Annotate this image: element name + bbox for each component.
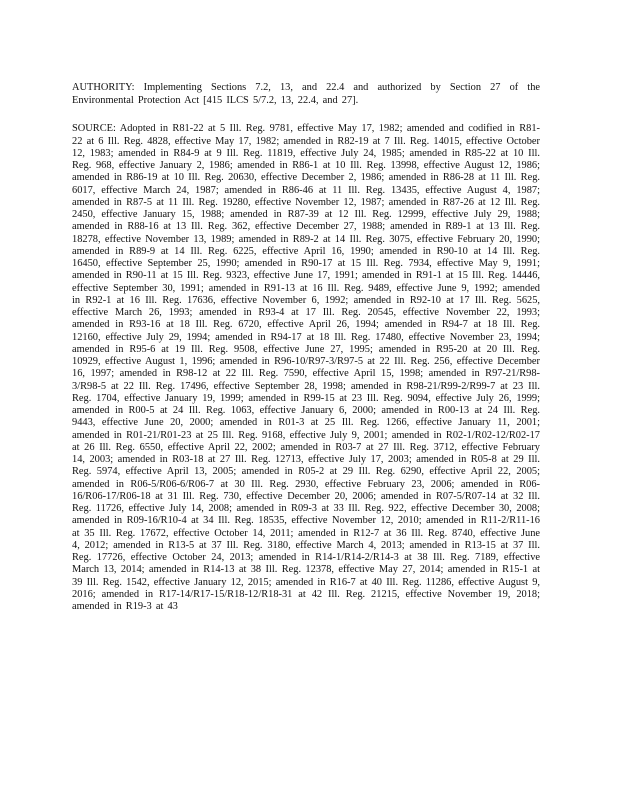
source-paragraph: SOURCE: Adopted in R81-22 at 5 Ill. Reg. 9781, effective May 17, 1982; amended and codified in R81-22 at 6 Ill. Reg. 4828, effective May 17, 1982; amended in R82-19 at 7 Ill. Reg. 14015, effective October 12, 1983; amended in R84-9 at 9 Ill. Reg. 11819, effective July 24, 1985; amended in R85-22 at 10 Ill. Reg. 968, effective January 2, 1986; amended in R86-1 at 10 Ill. Reg. 13998, effective August 12, 1986; amended in R86-19 at 10 Ill. Reg. 20630, effective December 2, 1986; amended in R86-28 at 11 Ill. Reg. 6017, effective March 24, 1987; amended in R86-46 at 11 Ill. Reg. 13435, effective August 4, 1987; amended in R87-5 at 11 Ill. Reg. 19280, effective November 12, 1987; amended in R87-26 at 12 Ill. Reg. 2450, effective January 15, 1988; amended in R87-39 at 12 Ill. Reg. 12999, effective July 29, 1988; amended in R88-16 at 13 Ill. Reg. 362, effective December 27, 1988; amended in R89-1 at 13 Ill. Reg. 18278, effective November 13, 1989; amended in R89-2 at 14 Ill. Reg. 3075, effective February 20, 1990; amended in R89-9 at 14 Ill. Reg. 6225, effective April 16, 1990; amended in R90-10 at 14 Ill. Reg. 16450, effective September 25, 1990; amended in R90-17 at 15 Ill. Reg. 7934, effective May 9, 1991; amended in R90-11 at 15 Ill. Reg. 9323, effective June 17, 1991; amended in R91-1 at 15 Ill. Reg. 14446, effective September 30, 1991; amended in R91-13 at 16 Ill. Reg. 9489, effective June 9, 1992; amended in R92-1 at 16 Ill. Reg. 17636, effective November 6, 1992; amended in R92-10 at 17 Ill. Reg. 5625, effective March 26, 1993; amended in R93-4 at 17 Ill. Reg. 20545, effective November 22, 1993; amended in R93-16 at 18 Ill. Reg. 6720, effective April 26, 1994; amended in R94-7 at 18 Ill. Reg. 12160, effective July 29, 1994; amended in R94-17 at 18 Ill. Reg. 17480, effective November 23, 1994; amended in R95-6 at 19 Ill. Reg. 9508, effective June 27, 1995; amended in R95-20 at 20 Ill. Reg. 10929, effective August 1, 1996; amended in R96-10/R97-3/R97-5 at 22 Ill. Reg. 256, effective December 16, 1997; amended in R98-12 at 22 Ill. Reg. 7590, effective April 15, 1998; amended in R97-21/R98-3/R98-5 at 22 Ill. Reg. 17496, effective September 28, 1998; amended in R98-21/R99-2/R99-7 at 23 Ill. Reg. 1704, effective January 19, 1999; amended in R99-15 at 23 Ill. Reg. 9094, effective July 26, 1999; amended in R00-5 at 24 Ill. Reg. 1063, effective January 6, 2000; amended in R00-13 at 24 Ill. Reg. 9443, effective June 20, 2000; amended in R01-3 at 25 Ill. Reg. 1266, effective January 11, 2001; amended in R01-21/R01-23 at 25 Ill. Reg. 9168, effective July 9, 2001; amended in R02-1/R02-12/R02-17 at 26 Ill. Reg. 6550, effective April 22, 2002; amended in R03-7 at 27 Ill. Reg. 3712, effective February 14, 2003; amended in R03-18 at 27 Ill. Reg. 12713, effective July 17, 2003; amended in R05-8 at 29 Ill. Reg. 5974, effective April 13, 2005; amended in R05-2 at 29 Ill. Reg. 6290, effective April 22, 2005; amended in R06-5/R06-6/R06-7 at 30 Ill. Reg. 2930, effective February 23, 2006; amended in R06-16/R06-17/R06-18 at 31 Ill. Reg. 730, effective December 20, 2006; amended in R07-5/R07-14 at 32 Ill. Reg. 11726, effective July 14, 2008; amended in R09-3 at 33 Ill. Reg. 922, effective December 30, 2008; amended in R09-16/R10-4 at 34 Ill. Reg. 18535, effective November 12, 2010; amended in R11-2/R11-16 at 35 Ill. Reg. 17672, effective October 14, 2011; amended in R12-7 at 36 Ill. Reg. 8740, effective June 4, 2012; amended in R13-5 at 37 Ill. Reg. 3180, effective March 4, 2013; amended in R13-15 at 37 Ill. Reg. 17726, effective October 24, 2013; amended in R14-1/R14-2/R14-3 at 38 Ill. Reg. 7189, effective March 13, 2014; amended in R14-13 at 38 Ill. Reg. 12378, effective May 27, 2014; amended in R15-1 at 39 Ill. Reg. 1542, effective January 12, 2015; amended in R16-7 at 40 Ill. Reg. 11286, effective August 9, 2016; amended in R17-14/R17-15/R18-12/R18-31 at 42 Ill. Reg. 21215, effective November 19, 2018; amended in R19-3 at 43 [72, 123, 540, 613]
authority-paragraph: AUTHORITY: Implementing Sections 7.2, 13, and 22.4 and authorized by Section 27 of the Environmental Protection Act [415 ILCS 5/7.2, 13, 22.4, and 27]. [72, 82, 540, 106]
